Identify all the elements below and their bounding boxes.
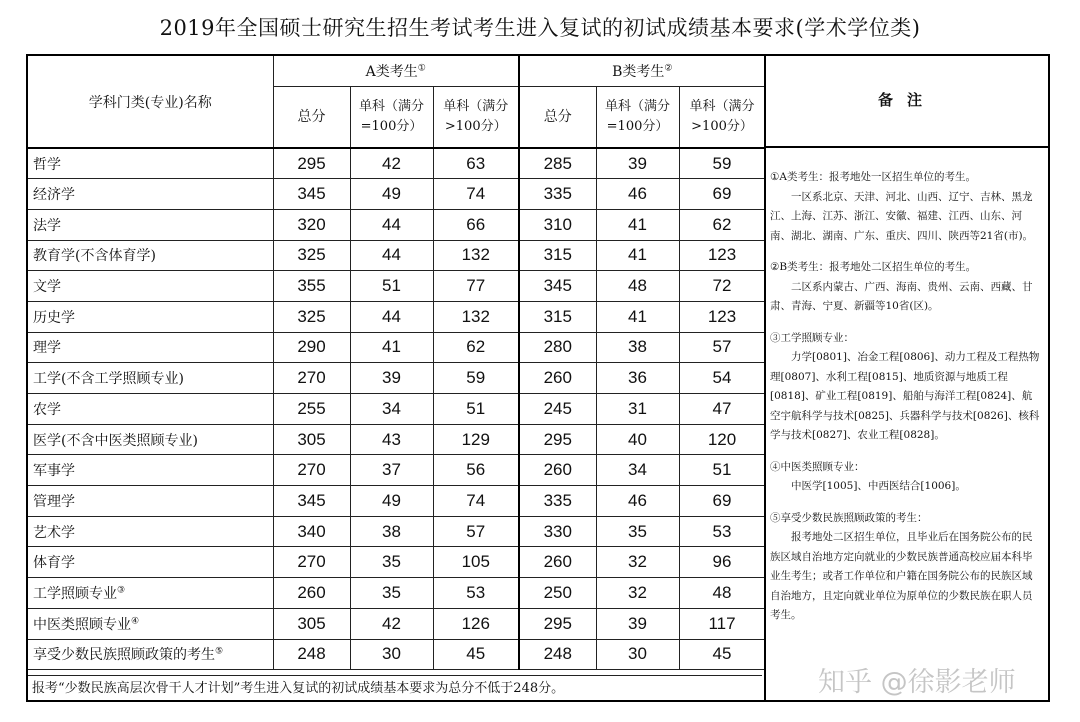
header-group-a-mark: ① bbox=[417, 63, 426, 74]
footnote: 报考“少数民族高层次骨干人才计划”考生进入复试的初试成绩基本要求为总分不低于248分。 bbox=[28, 675, 762, 700]
remarks-column bbox=[764, 56, 1048, 700]
score-cell-a-single100: 35 bbox=[350, 547, 433, 578]
score-cell-a-single100: 42 bbox=[350, 148, 433, 179]
table-row bbox=[27, 332, 765, 363]
table-row bbox=[27, 424, 765, 455]
score-cell-b-total: 260 bbox=[519, 455, 596, 486]
table-row bbox=[27, 363, 765, 394]
score-cell-a-total: 270 bbox=[273, 547, 350, 578]
row-discipline-label: 法学 bbox=[33, 217, 61, 234]
score-cell-b-single-over100: 62 bbox=[679, 209, 765, 240]
score-cell-b-total: 315 bbox=[519, 301, 596, 332]
score-cell-b-single100: 38 bbox=[596, 332, 679, 363]
table-row bbox=[27, 394, 765, 425]
remark-note bbox=[770, 258, 1042, 317]
table-row bbox=[27, 240, 765, 271]
score-cell-a-single-over100: 132 bbox=[433, 240, 519, 271]
remark-note-title: ②B类考生：报考地处二区招生单位的考生。 bbox=[770, 261, 977, 273]
score-cell-a-single100: 39 bbox=[350, 363, 433, 394]
score-cell-b-single100: 32 bbox=[596, 578, 679, 609]
row-discipline-label: 中医类照顾专业 bbox=[33, 616, 131, 633]
score-cell-a-single-over100: 77 bbox=[433, 271, 519, 302]
score-cell-a-single-over100: 45 bbox=[433, 639, 519, 670]
row-discipline-name bbox=[27, 455, 273, 486]
score-cell-b-single-over100: 96 bbox=[679, 547, 765, 578]
score-cell-b-single-over100: 117 bbox=[679, 608, 765, 639]
remark-note bbox=[770, 168, 1042, 246]
score-cell-b-single100: 30 bbox=[596, 639, 679, 670]
score-cell-b-total: 315 bbox=[519, 240, 596, 271]
row-discipline-label: 理学 bbox=[33, 340, 61, 357]
row-discipline-name bbox=[27, 332, 273, 363]
row-discipline-label: 军事学 bbox=[33, 463, 75, 480]
table-row bbox=[27, 148, 765, 179]
score-cell-a-single-over100: 62 bbox=[433, 332, 519, 363]
score-cell-a-total: 248 bbox=[273, 639, 350, 670]
score-cell-b-single-over100: 120 bbox=[679, 424, 765, 455]
row-discipline-label: 经济学 bbox=[33, 187, 75, 204]
score-cell-a-single100: 38 bbox=[350, 516, 433, 547]
score-cell-b-single-over100: 69 bbox=[679, 486, 765, 517]
score-cell-b-total: 335 bbox=[519, 486, 596, 517]
row-discipline-name bbox=[27, 148, 273, 179]
header-group-b bbox=[519, 55, 765, 86]
row-discipline-label: 工学照顾专业 bbox=[33, 585, 117, 602]
row-discipline-name bbox=[27, 209, 273, 240]
table-row bbox=[27, 301, 765, 332]
header-group-a bbox=[273, 55, 519, 86]
score-cell-b-single100: 39 bbox=[596, 148, 679, 179]
score-cell-b-total: 245 bbox=[519, 394, 596, 425]
row-discipline-name bbox=[27, 608, 273, 639]
score-cell-a-total: 255 bbox=[273, 394, 350, 425]
score-cell-a-single100: 44 bbox=[350, 301, 433, 332]
row-discipline-name bbox=[27, 639, 273, 670]
score-cell-b-single-over100: 69 bbox=[679, 179, 765, 210]
score-cell-a-single-over100: 126 bbox=[433, 608, 519, 639]
table-row bbox=[27, 516, 765, 547]
score-table bbox=[26, 54, 766, 670]
table-row bbox=[27, 455, 765, 486]
score-cell-a-total: 325 bbox=[273, 301, 350, 332]
score-cell-b-single-over100: 57 bbox=[679, 332, 765, 363]
score-cell-a-single-over100: 132 bbox=[433, 301, 519, 332]
header-a-total: 总分 bbox=[273, 86, 350, 148]
score-cell-a-single-over100: 129 bbox=[433, 424, 519, 455]
score-cell-a-single100: 44 bbox=[350, 240, 433, 271]
row-footnote-mark: ③ bbox=[117, 585, 126, 596]
remark-note bbox=[770, 329, 1042, 446]
row-discipline-label: 教育学(不含体育学) bbox=[33, 248, 156, 265]
score-cell-a-single100: 42 bbox=[350, 608, 433, 639]
score-cell-b-single-over100: 123 bbox=[679, 301, 765, 332]
score-cell-b-single100: 35 bbox=[596, 516, 679, 547]
score-cell-b-total: 260 bbox=[519, 363, 596, 394]
score-cell-a-single-over100: 59 bbox=[433, 363, 519, 394]
score-cell-a-single100: 43 bbox=[350, 424, 433, 455]
score-cell-a-single-over100: 56 bbox=[433, 455, 519, 486]
score-cell-b-single100: 41 bbox=[596, 209, 679, 240]
row-discipline-label: 文学 bbox=[33, 279, 61, 296]
remark-note-body: 中医学[1005]、中西医结合[1006]。 bbox=[791, 480, 966, 492]
remark-note-title: ④中医类照顾专业： bbox=[770, 460, 865, 473]
score-cell-b-total: 285 bbox=[519, 148, 596, 179]
row-discipline-name bbox=[27, 179, 273, 210]
score-cell-a-single-over100: 63 bbox=[433, 148, 519, 179]
page-title: 2019年全国硕士研究生招生考试考生进入复试的初试成绩基本要求(学术学位类) bbox=[159, 16, 921, 40]
score-cell-a-total: 305 bbox=[273, 608, 350, 639]
score-cell-a-total: 295 bbox=[273, 148, 350, 179]
row-discipline-name bbox=[27, 363, 273, 394]
score-cell-a-total: 325 bbox=[273, 240, 350, 271]
score-cell-b-single-over100: 51 bbox=[679, 455, 765, 486]
header-b-single-over100: 单科（满分>100分） bbox=[679, 86, 765, 148]
score-cell-a-single100: 35 bbox=[350, 578, 433, 609]
header-a-single100: 单科（满分=100分） bbox=[350, 86, 433, 148]
score-cell-b-total: 345 bbox=[519, 271, 596, 302]
header-group-a-label: A类考生 bbox=[365, 63, 418, 80]
score-cell-a-single-over100: 74 bbox=[433, 486, 519, 517]
table-row bbox=[27, 486, 765, 517]
score-cell-a-single-over100: 53 bbox=[433, 578, 519, 609]
score-cell-b-single100: 46 bbox=[596, 179, 679, 210]
score-cell-b-single-over100: 59 bbox=[679, 148, 765, 179]
row-discipline-label: 管理学 bbox=[33, 493, 75, 510]
row-footnote-mark: ⑤ bbox=[215, 646, 224, 657]
score-cell-b-single100: 41 bbox=[596, 301, 679, 332]
row-discipline-name bbox=[27, 394, 273, 425]
row-discipline-label: 农学 bbox=[33, 401, 61, 418]
score-cell-b-single100: 39 bbox=[596, 608, 679, 639]
header-group-b-label: B类考生 bbox=[612, 63, 665, 80]
score-cell-a-single-over100: 51 bbox=[433, 394, 519, 425]
header-b-single100: 单科（满分=100分） bbox=[596, 86, 679, 148]
score-cell-b-single-over100: 47 bbox=[679, 394, 765, 425]
table-row bbox=[27, 547, 765, 578]
score-cell-b-single100: 41 bbox=[596, 240, 679, 271]
score-cell-b-total: 335 bbox=[519, 179, 596, 210]
score-cell-b-single-over100: 123 bbox=[679, 240, 765, 271]
watermark: 知乎 @徐影老师 bbox=[818, 667, 1016, 698]
score-cell-b-single100: 36 bbox=[596, 363, 679, 394]
row-discipline-label: 享受少数民族照顾政策的考生 bbox=[33, 647, 215, 664]
row-discipline-label: 历史学 bbox=[33, 309, 75, 326]
score-cell-a-single100: 37 bbox=[350, 455, 433, 486]
score-cell-a-single-over100: 57 bbox=[433, 516, 519, 547]
remark-note-title: ③工学照顾专业： bbox=[770, 331, 854, 344]
score-cell-b-total: 250 bbox=[519, 578, 596, 609]
score-cell-a-single100: 34 bbox=[350, 394, 433, 425]
remark-note-body: 报考地处二区招生单位，且毕业后在国务院公布的民族区域自治地方定向就业的少数民族普通高校应届本科毕业生考生；或者工作单位和户籍在国务院公布的民族区域自治地方，且定向就业单位为原单位的少数民族在职人员考生。 bbox=[770, 531, 1033, 621]
row-discipline-name bbox=[27, 486, 273, 517]
score-cell-b-single-over100: 48 bbox=[679, 578, 765, 609]
score-cell-b-single100: 48 bbox=[596, 271, 679, 302]
score-cell-b-single100: 34 bbox=[596, 455, 679, 486]
row-discipline-label: 哲学 bbox=[33, 156, 61, 173]
table-row bbox=[27, 179, 765, 210]
table-row bbox=[27, 271, 765, 302]
score-cell-b-total: 295 bbox=[519, 608, 596, 639]
score-cell-b-total: 310 bbox=[519, 209, 596, 240]
score-cell-b-single100: 46 bbox=[596, 486, 679, 517]
score-cell-a-single100: 51 bbox=[350, 271, 433, 302]
score-cell-a-total: 340 bbox=[273, 516, 350, 547]
score-cell-a-total: 305 bbox=[273, 424, 350, 455]
row-footnote-mark: ④ bbox=[131, 616, 140, 626]
score-cell-a-single100: 49 bbox=[350, 179, 433, 210]
remark-note bbox=[770, 458, 1042, 497]
score-cell-b-single100: 31 bbox=[596, 394, 679, 425]
remark-note bbox=[770, 509, 1042, 626]
score-cell-b-single-over100: 54 bbox=[679, 363, 765, 394]
score-cell-b-single-over100: 72 bbox=[679, 271, 765, 302]
remarks-body bbox=[766, 148, 1048, 626]
header-b-total: 总分 bbox=[519, 86, 596, 148]
score-cell-a-total: 320 bbox=[273, 209, 350, 240]
table-row bbox=[27, 639, 765, 670]
score-cell-b-single-over100: 45 bbox=[679, 639, 765, 670]
score-cell-b-total: 260 bbox=[519, 547, 596, 578]
remark-note-body: 二区系内蒙古、广西、海南、贵州、云南、西藏、甘肃、青海、宁夏、新疆等10省(区)。 bbox=[770, 280, 1033, 312]
row-discipline-name bbox=[27, 547, 273, 578]
score-cell-b-total: 295 bbox=[519, 424, 596, 455]
score-cell-b-total: 330 bbox=[519, 516, 596, 547]
score-cell-a-single-over100: 74 bbox=[433, 179, 519, 210]
score-cell-b-total: 248 bbox=[519, 639, 596, 670]
score-cell-a-single100: 49 bbox=[350, 486, 433, 517]
remark-note-title: ①A类考生：报考地处一区招生单位的考生。 bbox=[770, 171, 976, 183]
row-discipline-label: 艺术学 bbox=[33, 524, 75, 541]
row-discipline-name bbox=[27, 578, 273, 609]
score-cell-a-total: 290 bbox=[273, 332, 350, 363]
remark-note-body: 力学[0801]、冶金工程[0806]、动力工程及工程热物理[0807]、水利工程[0815]、地质资源与地质工程[0818]、矿业工程[0819]、船舶与海洋工程[0824]、航空宇航科学与技术[0825]、兵器科学与技术[0826]、核科学与技术[0827]、农业工程[0828]。 bbox=[770, 351, 1040, 441]
row-discipline-label: 医学(不含中医类照顾专业) bbox=[33, 432, 198, 449]
remarks-header: 备注 bbox=[766, 56, 1048, 148]
score-cell-a-single100: 30 bbox=[350, 639, 433, 670]
row-discipline-name bbox=[27, 240, 273, 271]
score-cell-a-total: 260 bbox=[273, 578, 350, 609]
table-row bbox=[27, 209, 765, 240]
row-discipline-name bbox=[27, 516, 273, 547]
row-discipline-name bbox=[27, 424, 273, 455]
row-discipline-label: 体育学 bbox=[33, 555, 75, 572]
table-row bbox=[27, 608, 765, 639]
header-a-single-over100: 单科（满分>100分） bbox=[433, 86, 519, 148]
score-cell-a-total: 345 bbox=[273, 179, 350, 210]
header-group-b-mark: ② bbox=[664, 63, 673, 74]
score-cell-b-single-over100: 53 bbox=[679, 516, 765, 547]
row-discipline-label: 工学(不含工学照顾专业) bbox=[33, 371, 184, 388]
remark-note-body: 一区系北京、天津、河北、山西、辽宁、吉林、黑龙江、上海、江苏、浙江、安徽、福建、江西、山东、河南、湖北、湖南、广东、重庆、四川、陕西等21省(市)。 bbox=[770, 190, 1034, 242]
score-cell-a-total: 270 bbox=[273, 455, 350, 486]
remark-note-title: ⑤享受少数民族照顾政策的考生： bbox=[770, 511, 928, 524]
score-cell-b-single100: 40 bbox=[596, 424, 679, 455]
score-cell-a-single-over100: 105 bbox=[433, 547, 519, 578]
score-cell-a-single100: 41 bbox=[350, 332, 433, 363]
score-cell-a-total: 270 bbox=[273, 363, 350, 394]
score-table-body bbox=[27, 148, 765, 670]
header-discipline: 学科门类(专业)名称 bbox=[27, 55, 273, 148]
table-row bbox=[27, 578, 765, 609]
score-cell-a-total: 345 bbox=[273, 486, 350, 517]
score-cell-a-total: 355 bbox=[273, 271, 350, 302]
score-cell-b-total: 280 bbox=[519, 332, 596, 363]
row-discipline-name bbox=[27, 271, 273, 302]
score-cell-a-single100: 44 bbox=[350, 209, 433, 240]
score-cell-a-single-over100: 66 bbox=[433, 209, 519, 240]
row-discipline-name bbox=[27, 301, 273, 332]
score-cell-b-single100: 32 bbox=[596, 547, 679, 578]
